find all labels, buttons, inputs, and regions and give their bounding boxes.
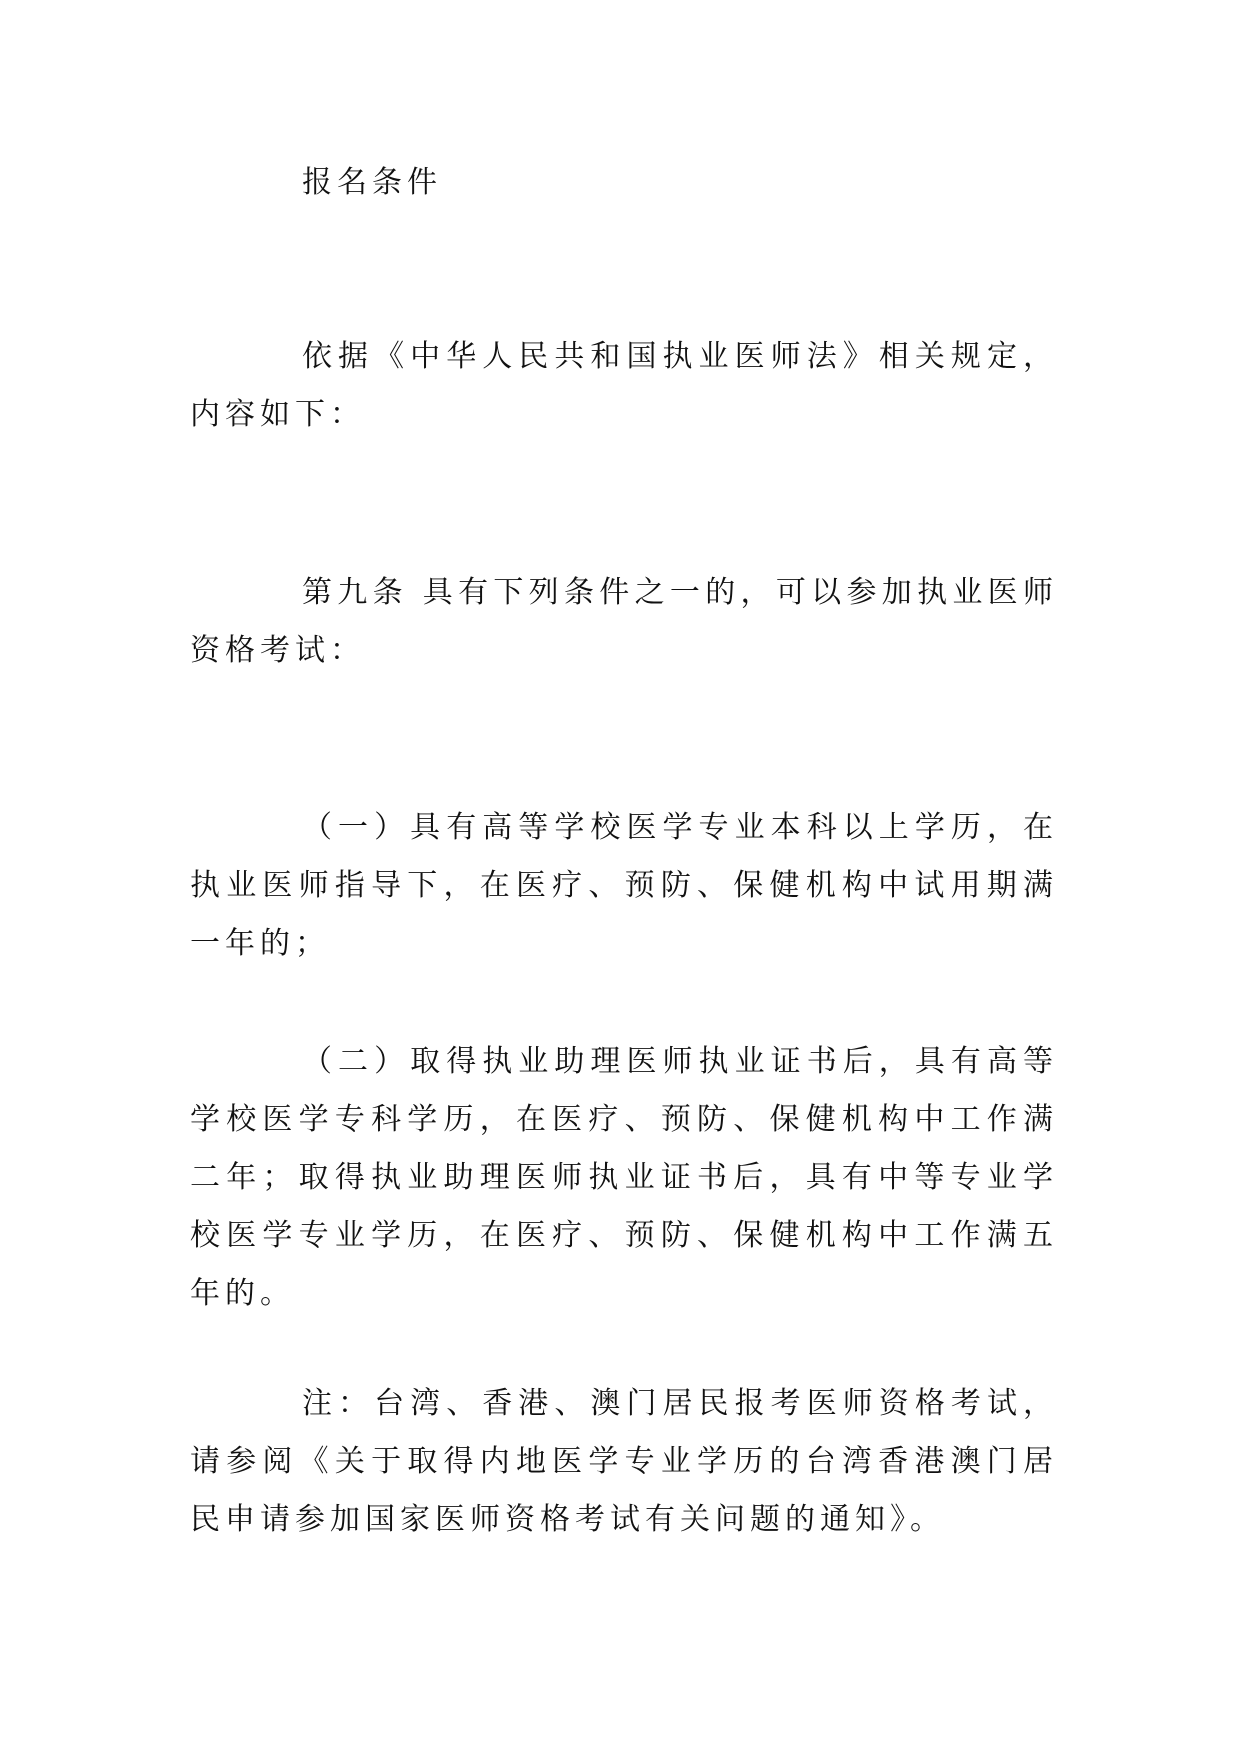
paragraph-condition-2: （二）取得执业助理医师执业证书后，具有高等学校医学专科学历，在医疗、预防、保健机构中工作满二年；取得执业助理医师执业证书后，具有中等专业学校医学专业学历，在医疗、预防、保健机构中工作满五年的。 [190,1044,1058,1311]
paragraph-article-9: 第九条 具有下列条件之一的，可以参加执业医师资格考试： [190,575,1058,668]
paragraph-legal-basis: 依据《中华人民共和国执业医师法》相关规定，内容如下： [190,339,1058,432]
paragraph-note: 注：台湾、香港、澳门居民报考医师资格考试，请参阅《关于取得内地医学专业学历的台湾香港澳门居民申请参加国家医师资格考试有关问题的通知》。 [190,1386,1058,1537]
paragraph-condition-1: （一）具有高等学校医学专业本科以上学历，在执业医师指导下，在医疗、预防、保健机构中试用期满一年的； [190,810,1058,961]
document-title: 报名条件 [302,165,442,200]
